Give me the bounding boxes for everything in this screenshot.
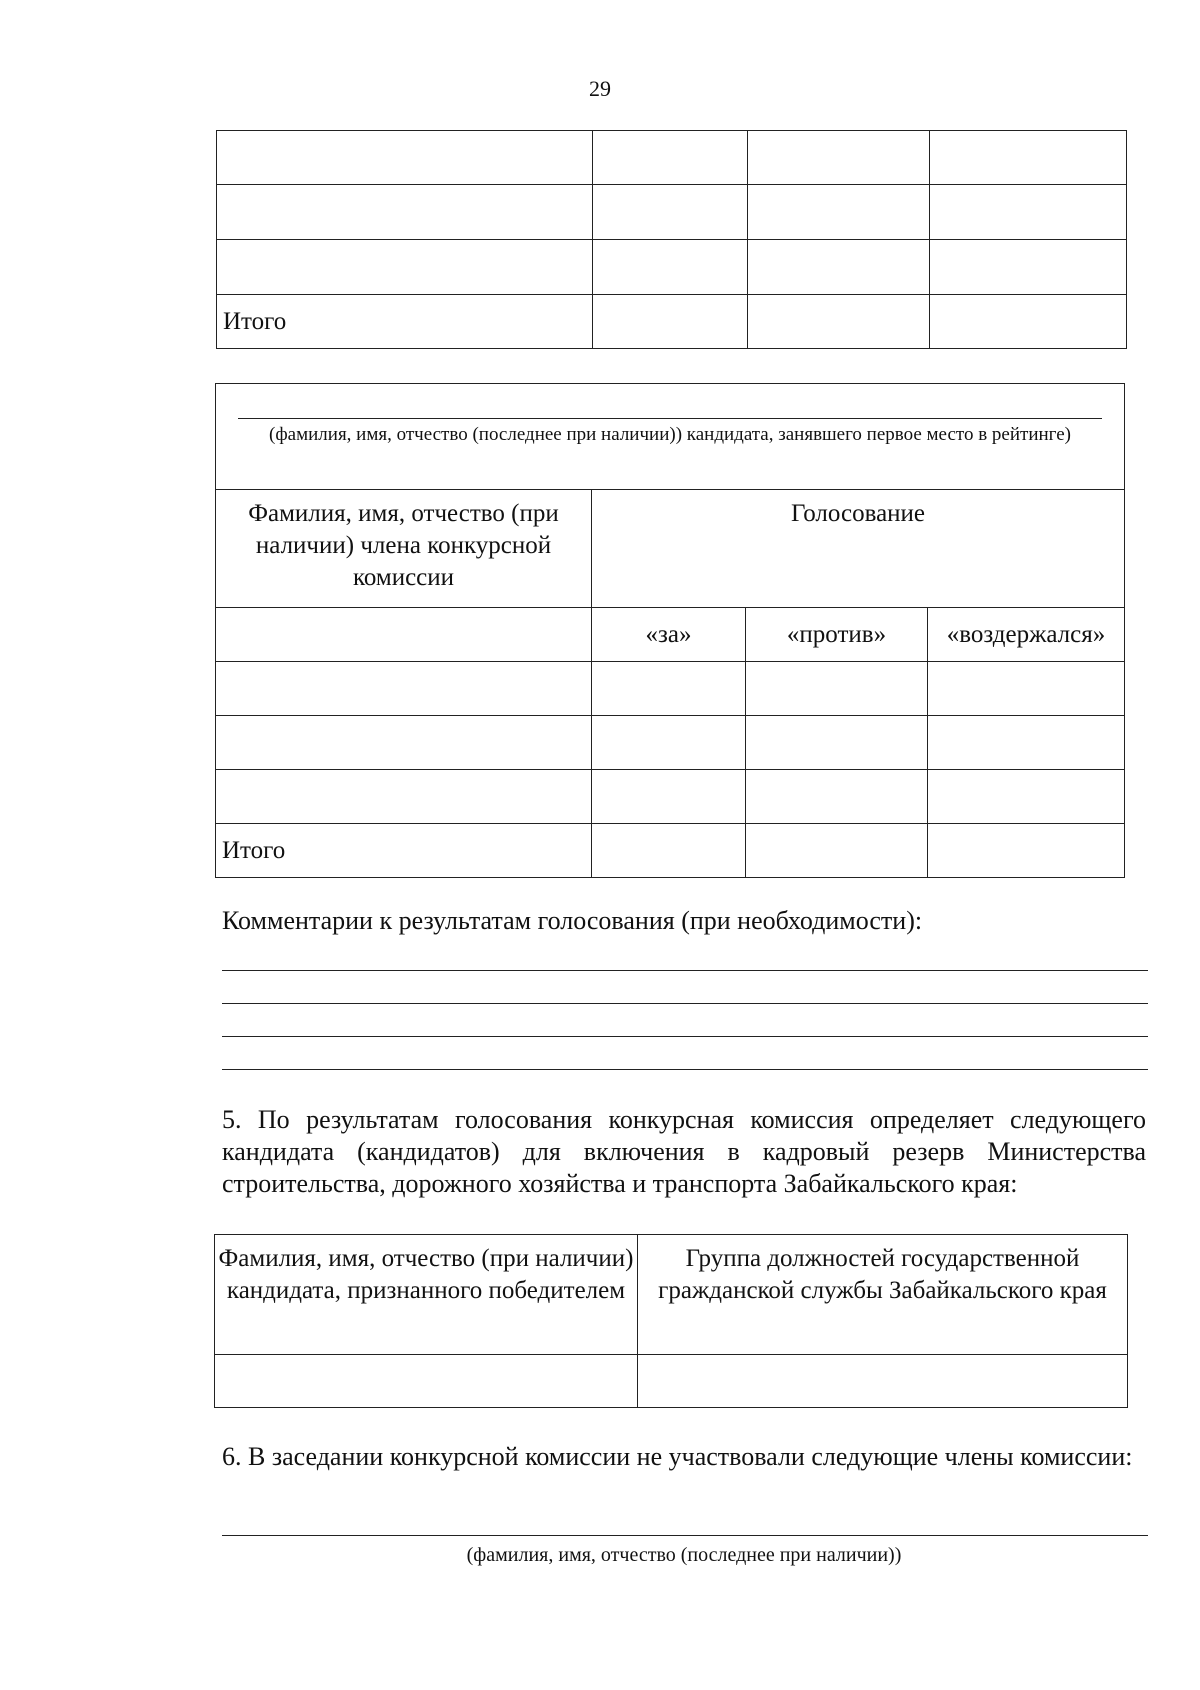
table-row-total bbox=[217, 295, 1127, 349]
table-cell bbox=[217, 185, 593, 240]
table-cell bbox=[748, 295, 930, 349]
table-cell bbox=[217, 240, 593, 295]
table-cell bbox=[746, 824, 928, 878]
section-6-paragraph: 6. В заседании конкурсной комиссии не участвовали следующие члены комиссии: bbox=[222, 1442, 1133, 1471]
table-row bbox=[217, 240, 1127, 295]
comments-title: Комментарии к результатам голосования (при необходимости): bbox=[222, 906, 923, 935]
table-cell bbox=[638, 1355, 1128, 1408]
table-cell bbox=[217, 131, 593, 185]
position-group-header: Группа должностей государственной гражданской службы Забайкальского края bbox=[638, 1235, 1128, 1355]
table-cell bbox=[746, 716, 928, 770]
table-cell bbox=[593, 131, 748, 185]
comment-line bbox=[222, 1036, 1148, 1037]
absent-members-line bbox=[222, 1535, 1148, 1536]
vote-options-row bbox=[216, 608, 1125, 662]
table-cell bbox=[748, 185, 930, 240]
table-cell bbox=[928, 662, 1125, 716]
table-row bbox=[215, 1355, 1128, 1408]
candidate-caption-cell bbox=[216, 384, 1125, 490]
comment-line bbox=[222, 1069, 1148, 1070]
table-cell bbox=[746, 770, 928, 824]
table-cell bbox=[930, 240, 1127, 295]
table-cell bbox=[928, 770, 1125, 824]
table-row bbox=[217, 185, 1127, 240]
vote-for-header: «за» bbox=[592, 608, 746, 662]
table-cell bbox=[928, 824, 1125, 878]
header-row bbox=[215, 1235, 1128, 1355]
table-cell bbox=[930, 295, 1127, 349]
signature-line bbox=[238, 418, 1102, 419]
table-cell bbox=[748, 131, 930, 185]
table-cell bbox=[592, 770, 746, 824]
table-cell bbox=[216, 770, 592, 824]
table-cell bbox=[748, 240, 930, 295]
vote-abstain-header: «воздержался» bbox=[928, 608, 1125, 662]
section-5-paragraph: 5. По результатам голосования конкурсная комиссия определяет следующего кандидата (кандидатов) для включения в кадровый резерв Министерства строительства, дорожного хозяйства и транспорта Забайкальского края: bbox=[222, 1105, 1146, 1198]
winner-name-header: Фамилия, имя, отчество (при наличии) кандидата, признанного победителем bbox=[215, 1235, 638, 1355]
table-cell bbox=[592, 662, 746, 716]
table-cell bbox=[216, 662, 592, 716]
voting-header: Голосование bbox=[592, 490, 1125, 608]
total-label: Итого bbox=[217, 295, 593, 349]
table-cell bbox=[215, 1355, 638, 1408]
table-cell bbox=[928, 716, 1125, 770]
member-header: Фамилия, имя, отчество (при наличии) члена конкурсной комиссии bbox=[216, 490, 592, 608]
voting-table bbox=[215, 383, 1125, 878]
total-label: Итого bbox=[216, 824, 592, 878]
table-cell bbox=[593, 185, 748, 240]
table-cell bbox=[593, 295, 748, 349]
header-row bbox=[216, 490, 1125, 608]
winner-table bbox=[214, 1234, 1128, 1408]
table-cell bbox=[592, 716, 746, 770]
table-row-total bbox=[216, 824, 1125, 878]
table-row bbox=[216, 662, 1125, 716]
comment-line bbox=[222, 1003, 1148, 1004]
table-cell bbox=[593, 240, 748, 295]
table-cell bbox=[930, 185, 1127, 240]
table-row bbox=[217, 131, 1127, 185]
table-row bbox=[216, 770, 1125, 824]
table-cell bbox=[930, 131, 1127, 185]
table-cell bbox=[592, 824, 746, 878]
scores-table bbox=[216, 130, 1127, 349]
candidate-caption-row bbox=[216, 384, 1125, 490]
table-cell bbox=[216, 608, 592, 662]
candidate-caption: (фамилия, имя, отчество (последнее при наличии)) кандидата, занявшего первое место в рейтинге) bbox=[269, 424, 1071, 445]
absent-members-caption: (фамилия, имя, отчество (последнее при наличии)) bbox=[466, 1544, 902, 1566]
table-cell bbox=[216, 716, 592, 770]
page-number: 29 bbox=[589, 76, 611, 101]
comment-line bbox=[222, 970, 1148, 971]
table-cell bbox=[746, 662, 928, 716]
vote-against-header: «против» bbox=[746, 608, 928, 662]
table-row bbox=[216, 716, 1125, 770]
